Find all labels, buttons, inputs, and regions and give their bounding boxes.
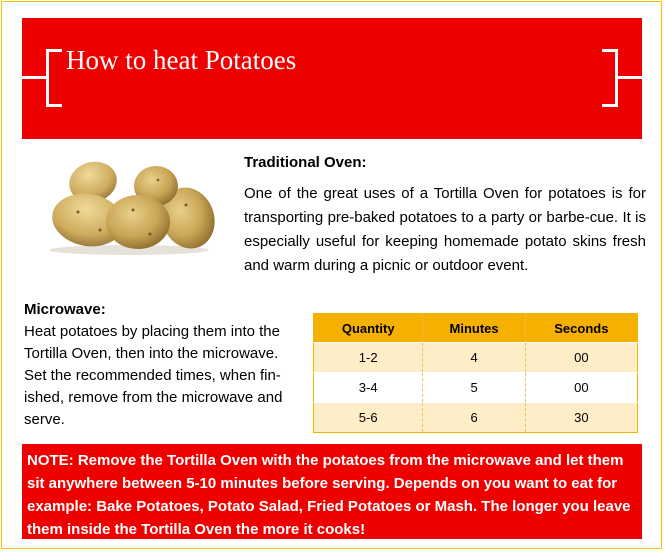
cell-minutes: 4 [423, 343, 525, 373]
cell-minutes: 6 [423, 403, 525, 433]
header-minutes: Minutes [423, 314, 525, 343]
traditional-oven-heading: Traditional Oven: [244, 154, 367, 171]
cell-seconds: 30 [525, 403, 637, 433]
page-title: How to heat Potatoes [66, 45, 297, 75]
cell-quantity: 3-4 [314, 373, 423, 403]
header-seconds: Seconds [525, 314, 637, 343]
table-row [314, 343, 638, 373]
cell-seconds: 00 [525, 343, 637, 373]
cell-seconds: 00 [525, 373, 637, 403]
title-banner [22, 18, 642, 139]
cell-minutes: 5 [423, 373, 525, 403]
table-header-row [314, 314, 638, 343]
header-quantity: Quantity [314, 314, 423, 343]
heating-times-table [313, 313, 638, 433]
note-box: NOTE: Remove the Tortilla Oven with the potatoes from the microwave and let them sit anywhere between 5-10 minutes before serving. Depends on you want to eat for example: Bake Potatoes, Potato Salad, Fried Potatoes or Mash. The longer you leave them inside the Tortilla Oven the more it cooks! [22, 444, 642, 539]
table-row [314, 373, 638, 403]
microwave-heading: Microwave: [24, 301, 106, 318]
potatoes-photo-icon [38, 150, 220, 255]
microwave-text: Heat potatoes by placing them into the Tortilla Oven, then into the microwave. Set the recommended times, when fin-ished, remove from the microwave and serve. [24, 323, 283, 428]
cell-quantity: 5-6 [314, 403, 423, 433]
cell-quantity: 1-2 [314, 343, 423, 373]
traditional-oven-text: One of the great uses of a Tortilla Oven for potatoes is for transporting pre-baked potatoes to a party or barbe-cue. It is especially useful for keeping homemade potato skins fresh and warm during a picnic or outdoor event. [244, 185, 646, 274]
table-row [314, 403, 638, 433]
